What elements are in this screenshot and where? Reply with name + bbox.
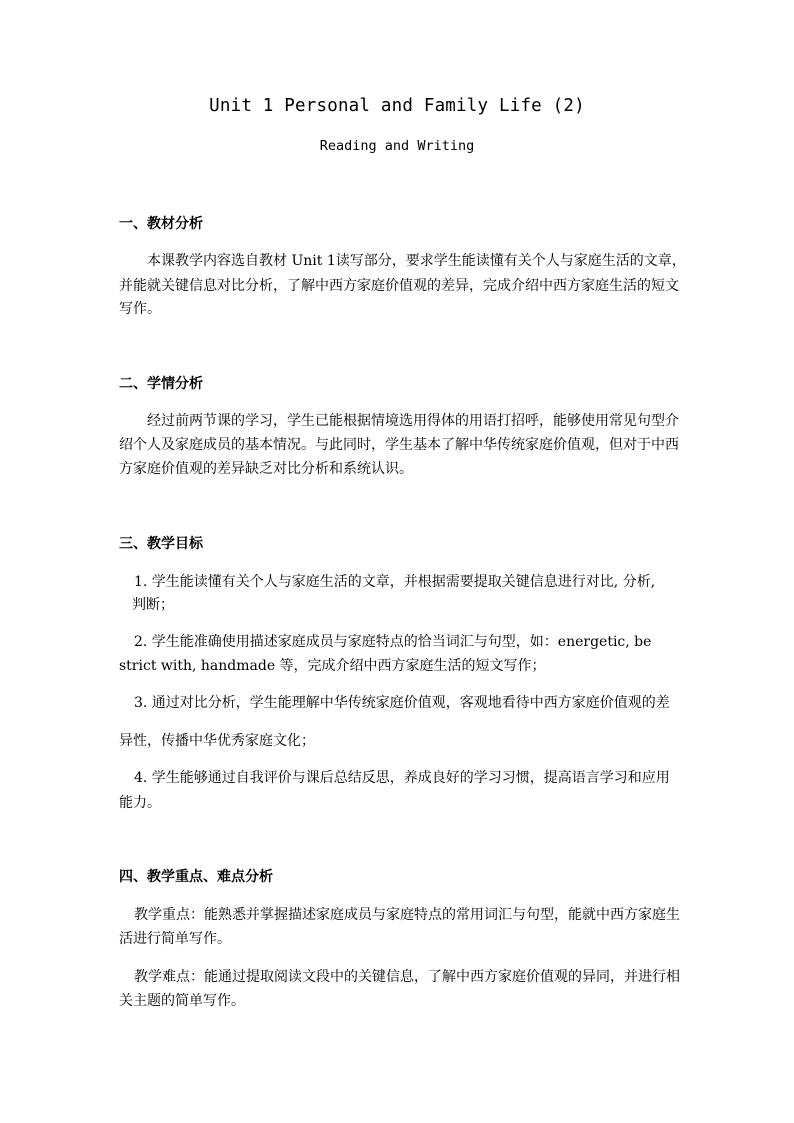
paragraph-line: 本课教学内容选自教材 Unit 1读写部分，要求学生能读懂有关个人与家庭生活的文章， [147,253,686,269]
paragraph-line: 写作。 [119,301,161,317]
paragraph-line: 并能就关键信息对比分析，了解中西方家庭价值观的差异，完成介绍中西方家庭生活的短文 [119,278,679,294]
list-item-line: 判断； [132,597,174,613]
list-item-line: 异性，传播中华优秀家庭文化； [119,733,315,749]
paragraph-line: 经过前两节课的学习，学生已能根据情境选用得体的用语打招呼，能够使用常见句型介 [147,413,679,429]
section-heading: 二、学情分析 [119,376,203,392]
list-item-line: 1. 学生能读懂有关个人与家庭生活的文章，并根据需要提取关键信息进行对比, 分析, [134,574,656,590]
paragraph-line: 方家庭价值观的差异缺乏对比分析和系统认识。 [119,461,413,477]
section-heading: 一、教材分析 [119,216,203,232]
paragraph-line: 绍个人及家庭成员的基本情况。与此同时，学生基本了解中华传统家庭价值观，但对于中西 [119,437,679,453]
paragraph-line: 教学重点：能熟悉并掌握描述家庭成员与家庭特点的常用词汇与句型，能就中西方家庭生 [134,907,680,923]
list-item-line: 2. 学生能准确使用描述家庭成员与家庭特点的恰当词汇与句型，如：energetic, be [134,634,652,650]
section-heading: 四、教学重点、难点分析 [119,869,273,885]
list-item-line: 3. 通过对比分析，学生能理解中华传统家庭价值观，客观地看待中西方家庭价值观的差 [134,695,670,711]
document-subtitle: Reading and Writing [319,138,475,154]
paragraph-line: 教学难点：能通过提取阅读文段中的关键信息，了解中西方家庭价值观的异同，并进行相 [134,969,680,985]
list-item-line: 4. 学生能够通过自我评价与课后总结反思，养成良好的学习习惯，提高语言学习和应用 [134,770,670,786]
section-heading: 三、教学目标 [119,536,203,552]
paragraph-line: 活进行简单写作。 [119,931,231,947]
paragraph-line: 关主题的简单写作。 [119,993,245,1009]
list-item-line: strict with, handmade 等，完成介绍中西方家庭生活的短文写作； [119,658,546,674]
list-item-line: 能力。 [119,795,161,811]
document-title: Unit 1 Personal and Family Life (2) [209,96,585,116]
